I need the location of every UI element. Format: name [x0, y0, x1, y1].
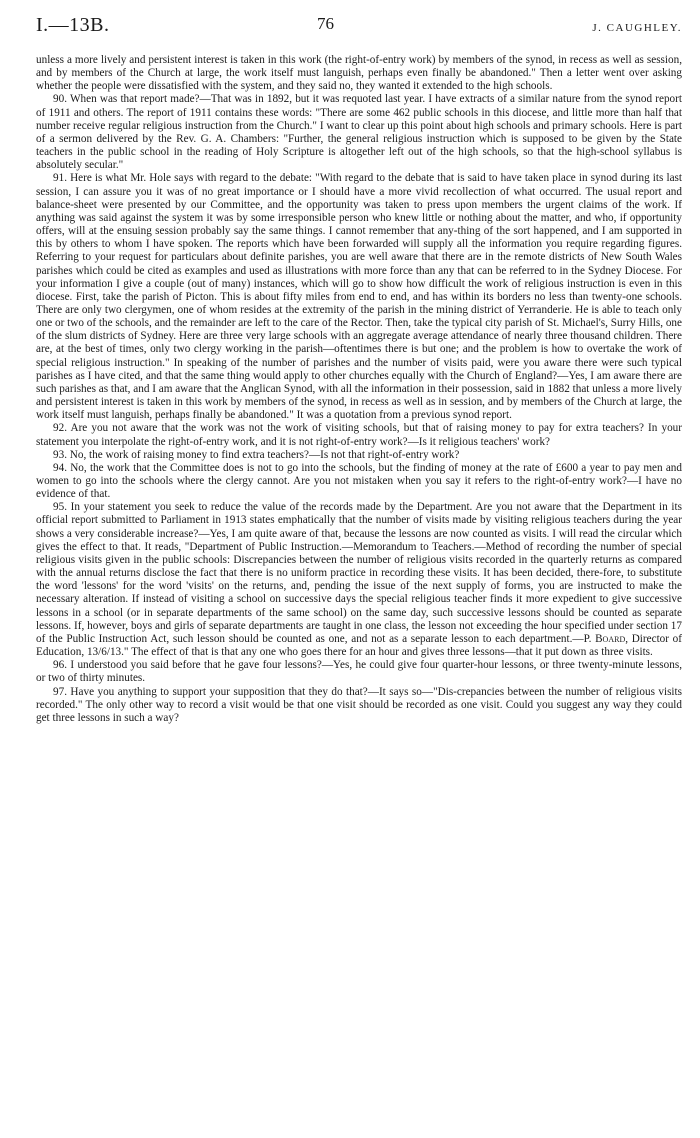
paragraph-97: 97. Have you anything to support your supposition that they do that?—It says so—"Dis-crepancies between the number of religious visits recorded." The only other way to record a visit would be that one visit should be recorded as one visit. Could you suggest any way they could get three lessons in such a way? [36, 685, 682, 724]
paragraph-continuation: unless a more lively and persistent interest is taken in this work (the right-of-entry work) by members of the synod, in recess as well as session, and by members of the Church at large, the work itself must languish, perhaps even finally be abandoned." Then a letter went over asking whether the people were dissatisfied with the system, and they said no, they wanted it extended to the high schools. [36, 54, 682, 93]
document-reference: I.—13B. [36, 14, 110, 36]
paragraph-95-after: , Director of Education, 13/6/13." The effect of that is that any one who goes there for an hour and gives three lessons—that it put down as three visits. [36, 632, 683, 659]
document-body [36, 54, 682, 725]
signature-name: P. Board [583, 632, 626, 645]
paragraph-95-text: 95. In your statement you seek to reduce the value of the records made by the Department. Are you not aware that the Department in its official report submitted to Parliament in 1913 states emphatically that the number of visits made by visiting religious teachers during the year shows a very considerable increase?—Yes, I am quite aware of that, because the lessons are now counted as visits. I will read the circular which gives the effect to that. It reads, "Department of Public Instruction.—Memorandum to Teachers.—Method of recording the number of special religious visits given in the public schools: Discrepancies between the number of religious visits recorded in the quarterly returns as compared with the annual returns disclose the fact that there is no uniform practice in recording these visits. It has been decided, there-fore, to substitute the word 'lessons' for the word 'visits' on the returns, and, pending the issue of the next supply of forms, you are instructed to make the necessary alteration. If instead of visiting a school on successive days the special religious teacher finds it more expedient to give successive lessons in a school (or in separate departments of the same school) on the same day, such successive lessons should be counted as separate lessons. If, however, boys and girls of separate departments are taught in one class, the lesson not exceeding the hour specified under section 17 of the Public Instruction Act, such lesson should be counted as one, and not as a separate lesson to each department.— [36, 501, 682, 645]
paragraph-95 [36, 501, 682, 659]
paragraph-93: 93. No, the work of raising money to find extra teachers?—Is not that right-of-entry work? [53, 448, 460, 461]
page-number: 76 [317, 14, 334, 33]
paragraph-94: 94. No, the work that the Committee does is not to go into the schools, but the finding of money at the rate of £600 a year to pay men and women to go into the schools where the clergy cannot. Are you not mistaken when you say it refers to the right-of-entry work?—I have no evidence of that. [36, 461, 682, 501]
paragraph-92: 92. Are you not aware that the work was not the work of visiting schools, but that of raising money to pay for extra teachers? In your statement you interpolate the right-of-entry work, and it is not right-of-entry work?—Is it religious teachers' work? [36, 422, 682, 448]
paragraph-90: 90. When was that report made?—That was in 1892, but it was requoted last year. I have extracts of a similar nature from the synod report of 1911 and others. The report of 1911 contains these words: "There are some 462 public schools in this diocese, and little more than half that number receive regular religious instruction from the Church." I want to clear up this point about high schools and primary schools. Here is part of a sermon delivered by the Rev. G. A. Chambers: "Further, the general religious instruction which is supposed to be given by the State teachers in the public school in the reading of Holy Scripture is altogether left out of the high schools, so that the high-school syllabus is absolutely secular." [36, 93, 682, 172]
page-header [36, 14, 682, 48]
paragraph-96: 96. I understood you said before that he gave four lessons?—Yes, he could give four quarter-hour lessons, or three twenty-minute lessons, or two of thirty minutes. [36, 659, 682, 685]
witness-name: J. CAUGHLEY. [592, 22, 682, 34]
paragraph-91: 91. Here is what Mr. Hole says with regard to the debate: "With regard to the debate that is said to have taken place in synod during its last session, I can assure you it was of no great importance or I should have a more vivid recollection of what occurred. The usual report and balance-sheet were presented by our Committee, and the opportunity was taken to press upon members the urgent claims of the work. If anything was said against the system it was by some irresponsible person who knew little or nothing about the matter, and who, if opportunity offers, will at the ensuing session probably say the same things. I cannot remember that any-thing of the sort happened, and I am supported in this by others to whom I have spoken. The reports which have been forwarded will supply all the information you require regarding figures. Referring to your request for particulars about definite parishes, you are well aware that there are in the remote districts of New South Wales parishes which could be cited as examples and used as illustrations with more force than any that can be referred to in the Sydney Diocese. For your information I give a couple (out of many) instances, which will go to show how difficult the work of religious instruction is even in this diocese. First, take the parish of Picton. This is about fifty miles from end to end, and has within its borders no less than twenty-one schools. There are only two clergymen, one of whom resides at the extremity of the parish in the mining district of Yerranderie. He is able to teach only one or two of the schools, and the remainder are left to the care of the Rector. Then, take the typical city parish of St. Michael's, Surry Hills, one of the slum districts of Sydney. Here are three very large schools with an aggregate average attendance of nearly three thousand children. There are, at the best of times, only two clergy working in the parish—oftentimes there is but one; and the problem is how to overtake the work of special religious instruction." In speaking of the number of parishes and the number of visits paid, were you aware there were such typical parishes as I have cited, and that the same thing would apply to other churches equally with the Church of England?—Yes, I am aware there are such parishes as that, and I am aware that the Anglican Synod, with all the information in their possession, said in 1882 that unless a more lively and persistent interest is taken in this work by members of the synod, in recess as well as in session, and by members of the Church at large, the work itself must languish, perhaps finally be abandoned." It was a quotation from a previous synod report. [36, 172, 682, 422]
